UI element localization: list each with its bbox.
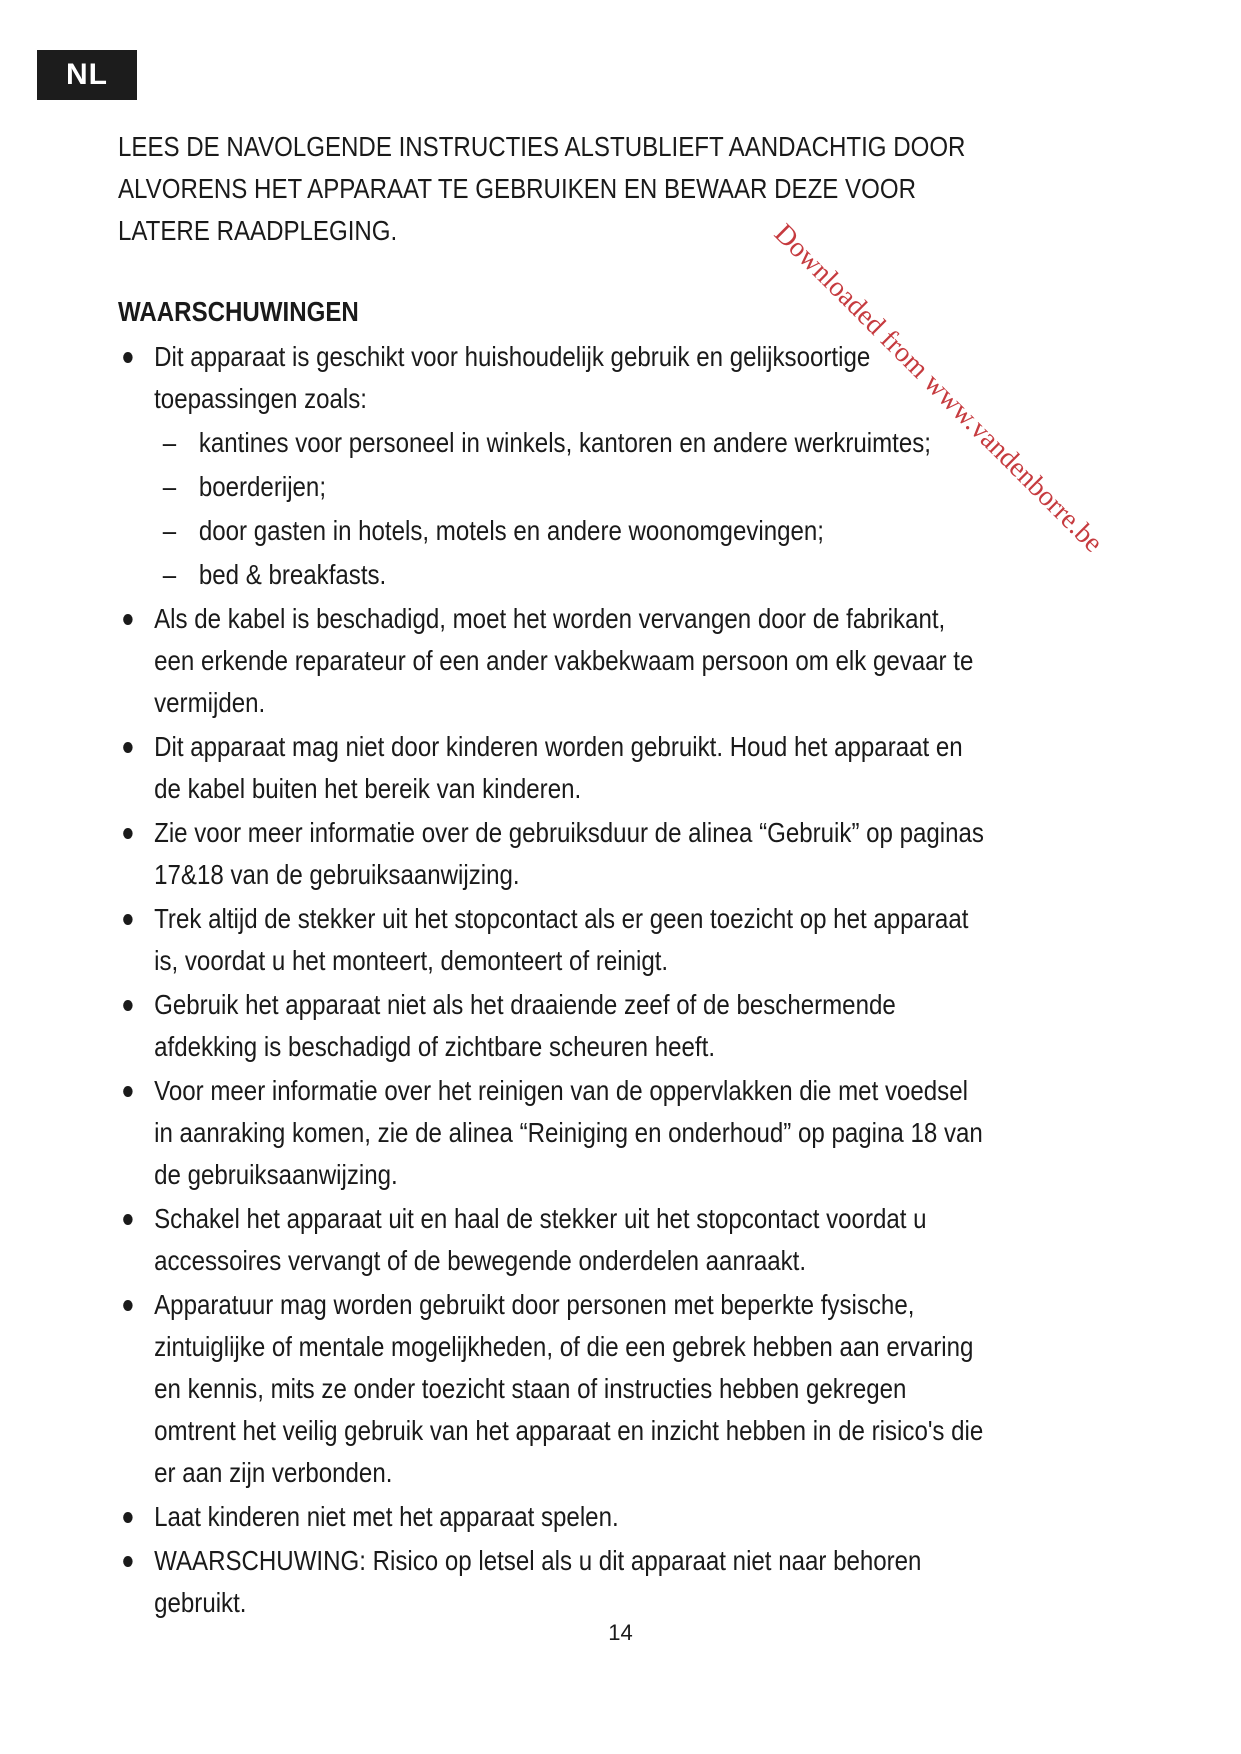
language-code: NL [66,58,108,91]
warning-text: Dit apparaat is geschikt voor huishoudelijk gebruik en gelijksoortige toepassingen zoals: [154,341,871,414]
usage-examples-list [154,422,986,596]
warning-item: WAARSCHUWING: Risico op letsel als u dit apparaat niet naar behoren gebruikt. [118,1540,987,1624]
warning-item: Zie voor meer informatie over de gebruiksduur de alinea “Gebruik” op paginas 17&18 van de gebruiksaanwijzing. [118,812,987,896]
warning-item: Schakel het apparaat uit en haal de stekker uit het stopcontact voordat u accessoires vervangt of de bewegende onderdelen aanraakt. [118,1198,987,1282]
warning-item: Als de kabel is beschadigd, moet het worden vervangen door de fabrikant, een erkende reparateur of een ander vakbekwaam persoon om elk gevaar te vermijden. [118,598,987,724]
section-heading: WAARSCHUWINGEN [118,296,359,327]
warning-item: Apparatuur mag worden gebruikt door personen met beperkte fysische, zintuiglijke of mentale mogelijkheden, of die een gebrek hebben aan ervaring en kennis, mits ze onder toezicht staan of instructies hebben gekregen omtrent het veilig gebruik van het apparaat en inzicht hebben in de risico's die er aan zijn verbonden. [118,1284,987,1494]
warnings-list [118,336,987,1624]
warning-item: Laat kinderen niet met het apparaat spelen. [118,1496,987,1538]
usage-example: – bed & breakfasts. [154,554,986,596]
intro-paragraph: LEES DE NAVOLGENDE INSTRUCTIES ALSTUBLIEFT AANDACHTIG DOOR ALVORENS HET APPARAAT TE GEBRUIKEN EN BEWAAR DEZE VOOR LATERE RAADPLEGING. [118,131,966,246]
usage-example: – door gasten in hotels, motels en andere woonomgevingen; [154,510,986,552]
page-number: 14 [608,1620,633,1645]
warning-item [118,336,987,596]
warning-item: Voor meer informatie over het reinigen van de oppervlakken die met voedsel in aanraking komen, zie de alinea “Reiniging en onderhoud” op pagina 18 van de gebruiksaanwijzing. [118,1070,987,1196]
usage-example: – boerderijen; [154,466,986,508]
warning-item: Gebruik het apparaat niet als het draaiende zeef of de beschermende afdekking is beschadigd of zichtbare scheuren heeft. [118,984,987,1068]
usage-example: – kantines voor personeel in winkels, kantoren en andere werkruimtes; [154,422,986,464]
warning-item: Trek altijd de stekker uit het stopcontact als er geen toezicht op het apparaat is, voordat u het monteert, demonteert of reinigt. [118,898,987,982]
language-badge [37,50,137,100]
download-watermark: Downloaded from www.vandenborre.be [768,218,1109,559]
document-body [118,126,987,1624]
warning-item: Dit apparaat mag niet door kinderen worden gebruikt. Houd het apparaat en de kabel buiten het bereik van kinderen. [118,726,987,810]
